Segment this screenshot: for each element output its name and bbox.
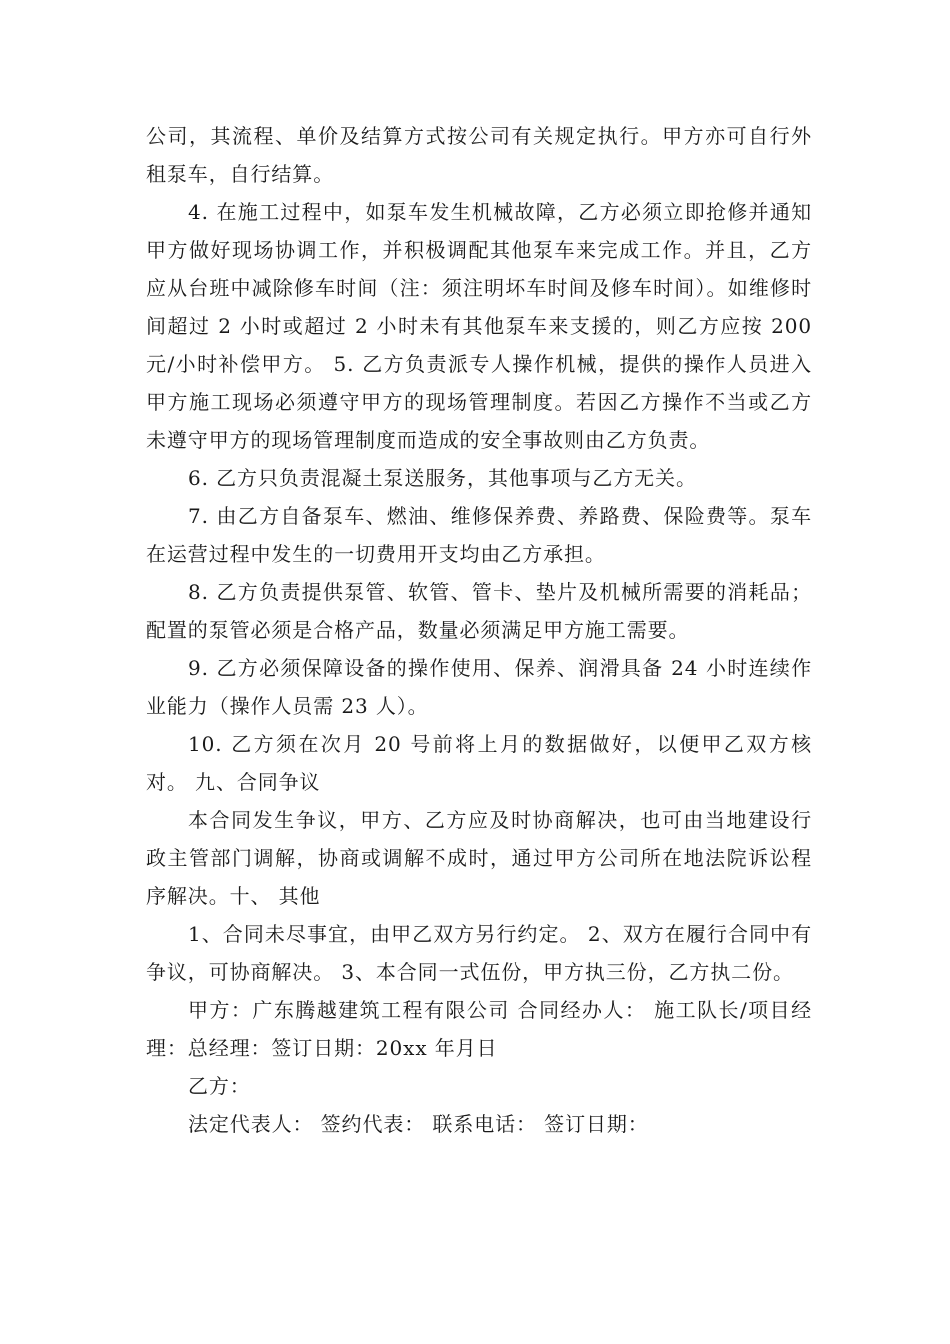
paragraph-party-a: 甲方：广东腾越建筑工程有限公司 合同经办人： 施工队长/项目经理：总经理：签订日期：20xx 年月日 [146, 998, 812, 1060]
paragraph-clause-8: 8. 乙方负责提供泵管、软管、管卡、垫片及机械所需要的消耗品；配置的泵管必须是合格产品，数量必须满足甲方施工需要。 [146, 580, 812, 642]
paragraph-other-terms: 1、合同未尽事宜，由甲乙双方另行约定。 2、双方在履行合同中有争议，可协商解决。 3、本合同一式伍份，甲方执三份，乙方执二份。 [146, 922, 812, 984]
paragraph-signature-fields: 法定代表人： 签约代表： 联系电话： 签订日期： [188, 1112, 649, 1136]
paragraph-intro: 公司，其流程、单价及结算方式按公司有关规定执行。甲方亦可自行外租泵车，自行结算。 [146, 124, 812, 186]
paragraph-clause-10: 10. 乙方须在次月 20 号前将上月的数据做好，以便甲乙双方核对。 九、合同争议 [146, 732, 812, 794]
paragraph-clause-6: 6. 乙方只负责混凝土泵送服务，其他事项与乙方无关。 [188, 466, 697, 490]
paragraph-dispute: 本合同发生争议，甲方、乙方应及时协商解决，也可由当地建设行政主管部门调解，协商或调解不成时，通过甲方公司所在地法院诉讼程序解决。十、 其他 [146, 808, 812, 908]
document-body [146, 117, 812, 1143]
paragraph-clause-7: 7. 由乙方自备泵车、燃油、维修保养费、养路费、保险费等。泵车在运营过程中发生的一切费用开支均由乙方承担。 [146, 504, 812, 566]
paragraph-clause-4-5: 4. 在施工过程中，如泵车发生机械故障，乙方必须立即抢修并通知甲方做好现场协调工作，并积极调配其他泵车来完成工作。并且，乙方应从台班中减除修车时间（注：须注明坏车时间及修车时间）。如维修时间超过 2 小时或超过 2 小时未有其他泵车来支援的，则乙方应按 200 元/小时补偿甲方。 5. 乙方负责派专人操作机械，提供的操作人员进入甲方施工现场必须遵守甲方的现场管理制度。若因乙方操作不当或乙方未遵守甲方的现场管理制度而造成的安全事故则由乙方负责。 [146, 200, 812, 452]
paragraph-party-b: 乙方： [188, 1074, 251, 1098]
paragraph-clause-9: 9. 乙方必须保障设备的操作使用、保养、润滑具备 24 小时连续作业能力（操作人员需 23 人）。 [146, 656, 812, 718]
